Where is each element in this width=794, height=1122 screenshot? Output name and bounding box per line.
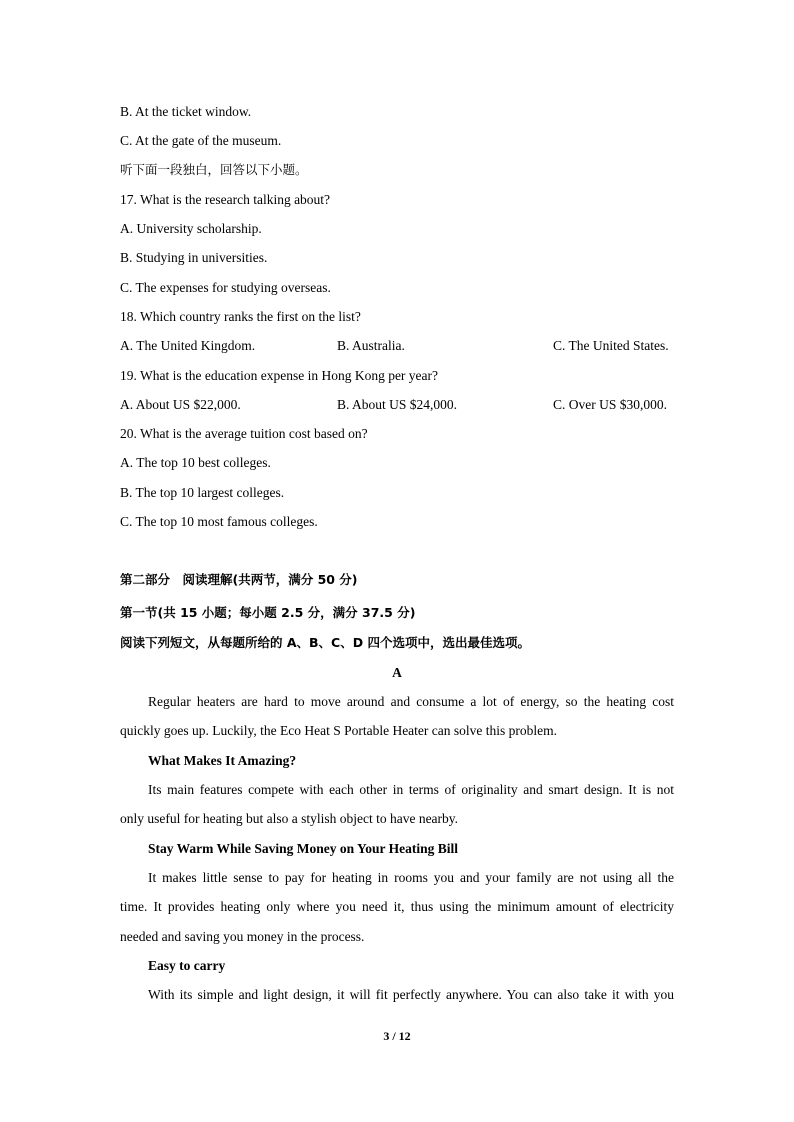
paragraph-1-line-1: Regular heaters are hard to move around and consume a lot of energy, so the heating cost <box>148 694 674 709</box>
heading-easy-to-carry: Easy to carry <box>148 958 226 973</box>
q20-option-a: A. The top 10 best colleges. <box>120 455 271 470</box>
paragraph-3-line-1: It makes little sense to pay for heating in rooms you and your family are not using all the <box>148 870 674 885</box>
q16-option-c: C. At the gate of the museum. <box>120 133 282 148</box>
q20-option-b: B. The top 10 largest colleges. <box>120 485 285 500</box>
q17-option-b: B. Studying in universities. <box>120 250 268 265</box>
part-two-title: 第二部分 阅读理解(共两节，满分 50 分) <box>120 572 358 587</box>
paragraph-2-line-1: Its main features compete with each other in terms of originality and smart design. It is not <box>148 782 674 797</box>
paragraph-1-line-2: quickly goes up. Luckily, the Eco Heat S Portable Heater can solve this problem. <box>120 723 558 738</box>
reading-instruction: 阅读下列短文，从每题所给的 A、B、C、D 四个选项中，选出最佳选项。 <box>120 635 530 650</box>
paragraph-3-line-2: time. It provides heating only where you need it, thus using the minimum amount of electricity <box>120 899 674 914</box>
paragraph-2-line-2: only useful for heating but also a stylish object to have nearby. <box>120 811 459 826</box>
heading-what-makes-it-amazing: What Makes It Amazing? <box>148 753 297 768</box>
question-19: 19. What is the education expense in Hong Kong per year? <box>120 368 439 383</box>
q19-option-a: A. About US $22,000. <box>120 397 241 412</box>
question-17: 17. What is the research talking about? <box>120 192 331 207</box>
q17-option-c: C. The expenses for studying overseas. <box>120 280 331 295</box>
question-20: 20. What is the average tuition cost based on? <box>120 426 368 441</box>
monologue-instruction: 听下面一段独白，回答以下小题。 <box>120 162 308 177</box>
section-one-title: 第一节(共 15 小题；每小题 2.5 分，满分 37.5 分) <box>120 605 416 620</box>
heading-stay-warm: Stay Warm While Saving Money on Your Heating Bill <box>148 841 459 856</box>
q19-option-b: B. About US $24,000. <box>337 397 458 412</box>
q18-option-b: B. Australia. <box>337 338 405 353</box>
passage-label: A <box>392 665 402 680</box>
paragraph-4-line-1: With its simple and light design, it will fit perfectly anywhere. You can also take it with you <box>148 987 674 1002</box>
q18-option-c: C. The United States. <box>553 338 669 353</box>
page-number: 3 / 12 <box>383 1029 411 1043</box>
q16-option-b: B. At the ticket window. <box>120 104 252 119</box>
q18-option-a: A. The United Kingdom. <box>120 338 256 353</box>
q20-option-c: C. The top 10 most famous colleges. <box>120 514 318 529</box>
q19-option-c: C. Over US $30,000. <box>553 397 667 412</box>
question-18: 18. Which country ranks the first on the list? <box>120 309 361 324</box>
paragraph-3-line-3: needed and saving you money in the process. <box>120 929 365 944</box>
q17-option-a: A. University scholarship. <box>120 221 262 236</box>
